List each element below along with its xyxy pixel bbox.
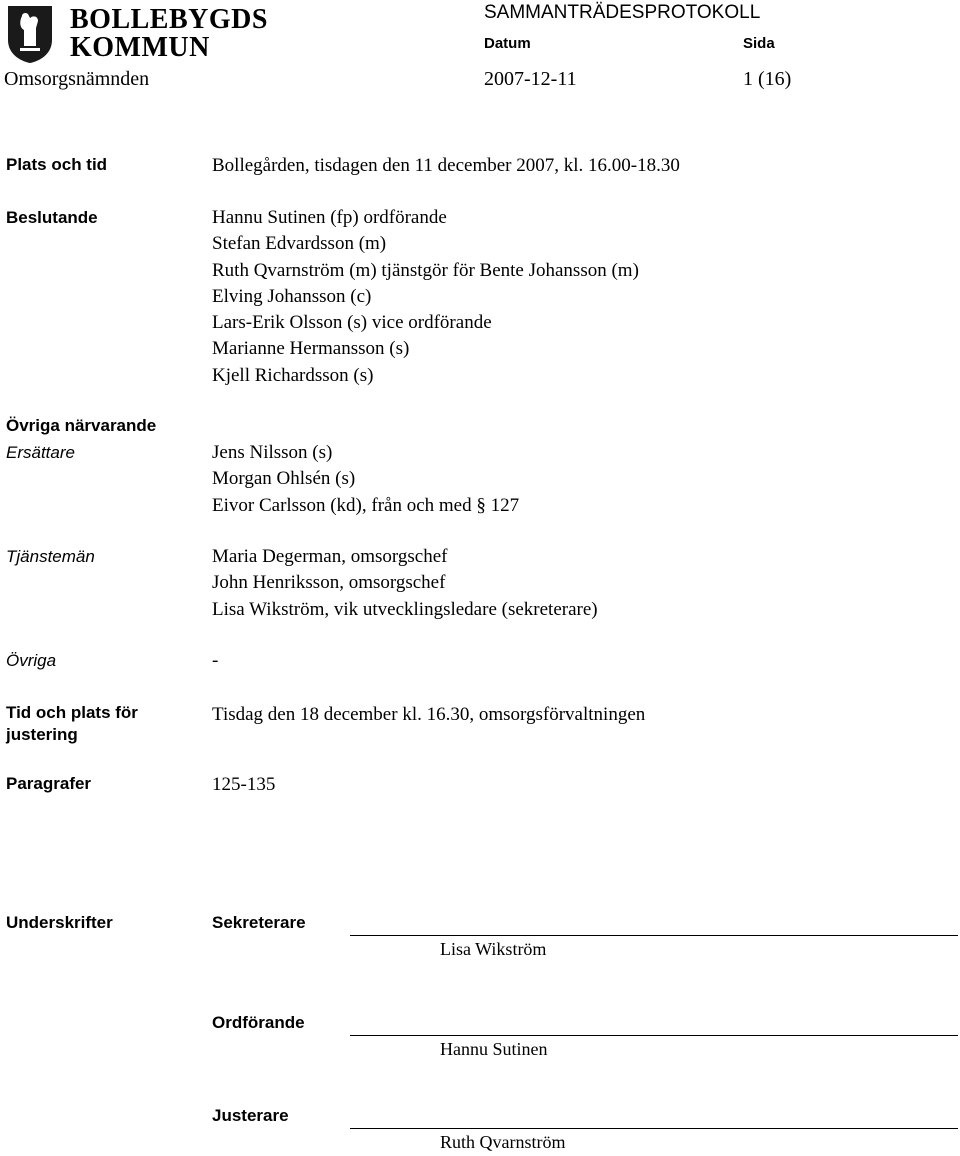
list-item: John Henriksson, omsorgschef: [212, 572, 446, 594]
list-item: Hannu Sutinen (fp) ordförande: [212, 207, 447, 228]
municipality-logo: [6, 4, 268, 64]
chair-label: Ordförande: [212, 1013, 305, 1032]
signatures-label: Underskrifter: [6, 913, 113, 932]
meeting-date: 2007-12-11: [484, 68, 577, 90]
list-item: Stefan Edvardsson (m): [212, 233, 387, 255]
other-label: Övriga: [6, 651, 57, 670]
officials-label: Tjänstemän: [6, 547, 95, 566]
list-item: Marianne Hermansson (s): [212, 338, 410, 360]
date-label: Datum: [484, 35, 531, 52]
secretary-name: Lisa Wikström: [440, 939, 547, 959]
crest-icon: [6, 4, 54, 64]
list-item: Lisa Wikström, vik utvecklingsledare (sekreterare): [212, 598, 598, 620]
list-item: Jens Nilsson (s): [212, 442, 333, 463]
logo-text-line2: KOMMUN: [70, 32, 210, 63]
page-label: Sida: [743, 35, 775, 52]
other-value: -: [212, 650, 219, 671]
logo-text-line1: BOLLEBYGDS: [70, 4, 268, 35]
place-time-value: Bollegården, tisdagen den 11 december 2007, kl. 16.00-18.30: [212, 155, 680, 176]
substitutes-list: [212, 440, 519, 519]
list-item: Lars-Erik Olsson (s) vice ordförande: [212, 312, 492, 334]
page-number: 1 (16): [743, 68, 792, 90]
list-item: Eivor Carlsson (kd), från och med § 127: [212, 494, 520, 516]
list-item: Maria Degerman, omsorgschef: [212, 546, 448, 567]
committee-name: Omsorgsnämnden: [4, 68, 150, 90]
list-item: Morgan Ohlsén (s): [212, 468, 356, 490]
deciding-label: Beslutande: [6, 208, 98, 227]
adjust-label-line1: Tid och plats för: [6, 703, 138, 722]
place-time-label: Plats och tid: [6, 155, 108, 174]
others-present-label: Övriga närvarande: [6, 416, 157, 435]
list-item: Ruth Qvarnström (m) tjänstgör för Bente Johansson (m): [212, 259, 639, 281]
adjust-label-line2: justering: [6, 725, 78, 744]
chair-name: Hannu Sutinen: [440, 1039, 548, 1059]
adjuster-label: Justerare: [212, 1106, 289, 1125]
chair-signature-line: [350, 1035, 958, 1036]
list-item: Kjell Richardsson (s): [212, 364, 374, 386]
substitutes-label: Ersättare: [6, 443, 75, 462]
adjuster-signature-line: [350, 1128, 958, 1129]
adjust-value: Tisdag den 18 december kl. 16.30, omsorgsförvaltningen: [212, 704, 646, 725]
adjuster-name: Ruth Qvarnström: [440, 1132, 566, 1152]
secretary-label: Sekreterare: [212, 913, 306, 932]
sections-value: 125-135: [212, 774, 276, 795]
secretary-signature-line: [350, 935, 958, 936]
document-type: SAMMANTRÄDESPROTOKOLL: [484, 2, 761, 23]
list-item: Elving Johansson (c): [212, 285, 372, 307]
officials-list: [212, 544, 598, 623]
sections-label: Paragrafer: [6, 774, 92, 793]
deciding-list: [212, 205, 639, 389]
